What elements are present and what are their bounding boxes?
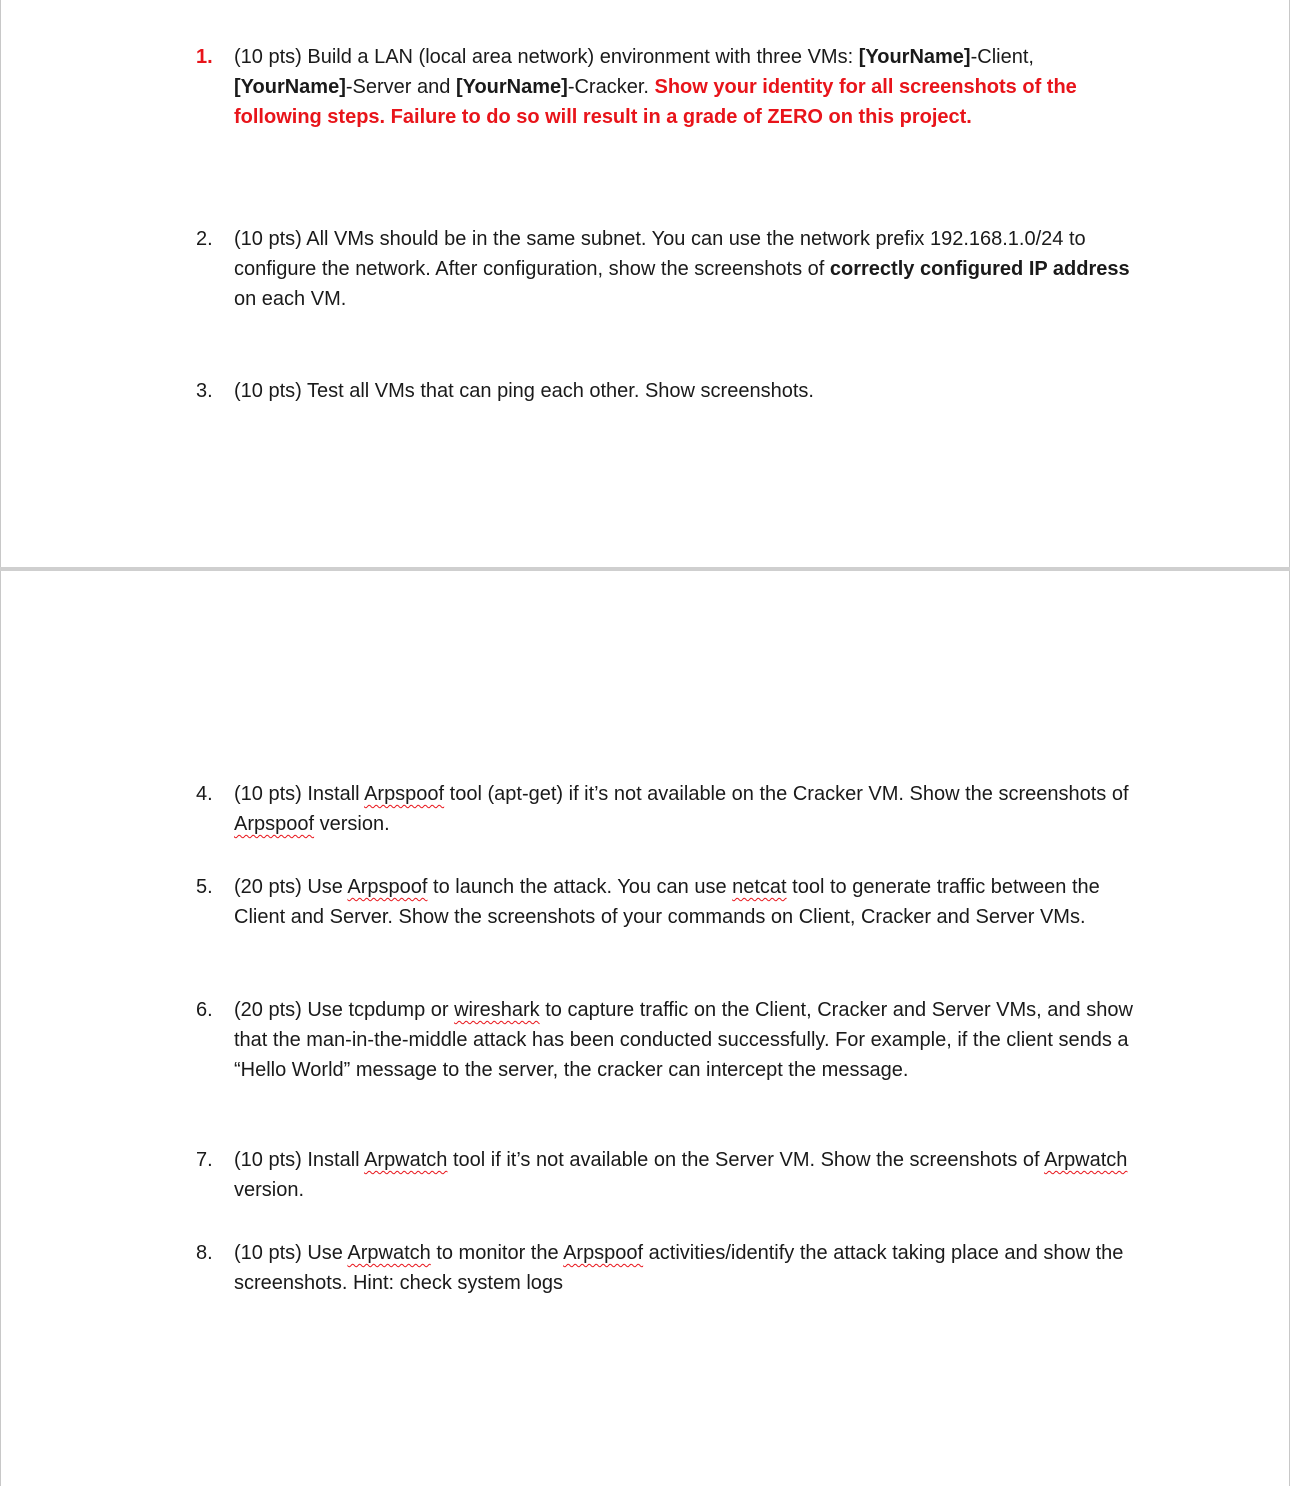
list-item-5 [196, 872, 1146, 932]
list-item-1 [196, 42, 1146, 132]
spellcheck-word: Arpspoof [234, 813, 315, 835]
placeholder-yourname: [YourName] [455, 76, 568, 98]
list-item-3 [196, 376, 1146, 406]
item-number: 1. [196, 46, 213, 68]
item-number: 8. [196, 1242, 213, 1264]
spellcheck-word: Arpwatch [364, 1149, 448, 1171]
spellcheck-word: Arpwatch [347, 1242, 431, 1264]
warning-text: Show your identity for all screenshots of the following steps. Failure to do so will result in a grade of ZERO on this project. [234, 76, 1077, 128]
item-text: (20 pts) Use Arpspoof to launch the attack. You can use netcat tool to generate traffic between the Client and Server. Show the screenshots of your commands on Client, Cracker and Server VMs. [234, 876, 1100, 928]
item-number: 6. [196, 999, 213, 1021]
spellcheck-word: Arpspoof [347, 876, 428, 898]
document-page-2 [0, 571, 1290, 1486]
placeholder-yourname: [YourName] [858, 46, 971, 68]
item-text: (10 pts) Test all VMs that can ping each other. Show screenshots. [234, 380, 814, 402]
item-text: (10 pts) Use Arpwatch to monitor the Arpspoof activities/identify the attack taking place and show the screenshots. Hint: check system logs [234, 1242, 1124, 1294]
item-text: (20 pts) Use tcpdump or wireshark to capture traffic on the Client, Cracker and Server VMs, and show that the man-in-the-middle attack has been conducted successfully. For example, if the client sends a “Hello World” message to the server, the cracker can intercept the message. [234, 999, 1133, 1081]
spellcheck-word: Arpspoof [364, 783, 445, 805]
list-item-8 [196, 1238, 1146, 1298]
emphasis-text: correctly configured IP address [829, 258, 1130, 280]
list-item-2 [196, 224, 1146, 314]
spellcheck-word: Arpspoof [563, 1242, 644, 1264]
item-number: 5. [196, 876, 213, 898]
item-number: 3. [196, 380, 213, 402]
item-text: (10 pts) All VMs should be in the same subnet. You can use the network prefix 192.168.1.0/24 to configure the network. After configuration, show the screenshots of correctly configured IP address on each VM. [234, 228, 1130, 310]
item-number: 7. [196, 1149, 213, 1171]
document-page-1 [0, 0, 1290, 567]
item-number: 4. [196, 783, 213, 805]
spellcheck-word: Arpwatch [1044, 1149, 1128, 1171]
placeholder-yourname: [YourName] [234, 76, 346, 98]
list-item-6 [196, 995, 1146, 1085]
list-item-4 [196, 779, 1146, 839]
item-text: (10 pts) Install Arpwatch tool if it’s not available on the Server VM. Show the screenshots of Arpwatch version. [234, 1149, 1128, 1201]
spellcheck-word: netcat [732, 876, 787, 898]
item-text: (10 pts) Install Arpspoof tool (apt-get) if it’s not available on the Cracker VM. Show the screenshots of Arpspoof version. [234, 783, 1129, 835]
item-number: 2. [196, 228, 213, 250]
spellcheck-word: wireshark [454, 999, 540, 1021]
item-text: (10 pts) Build a LAN (local area network) environment with three VMs: [YourName]-Client, [YourName]-Server and [YourName]-Cracker. Show your identity for all screenshots of the following steps. Failure to do so will result in a grade of ZERO on this project. [234, 46, 1077, 128]
list-item-7 [196, 1145, 1146, 1205]
